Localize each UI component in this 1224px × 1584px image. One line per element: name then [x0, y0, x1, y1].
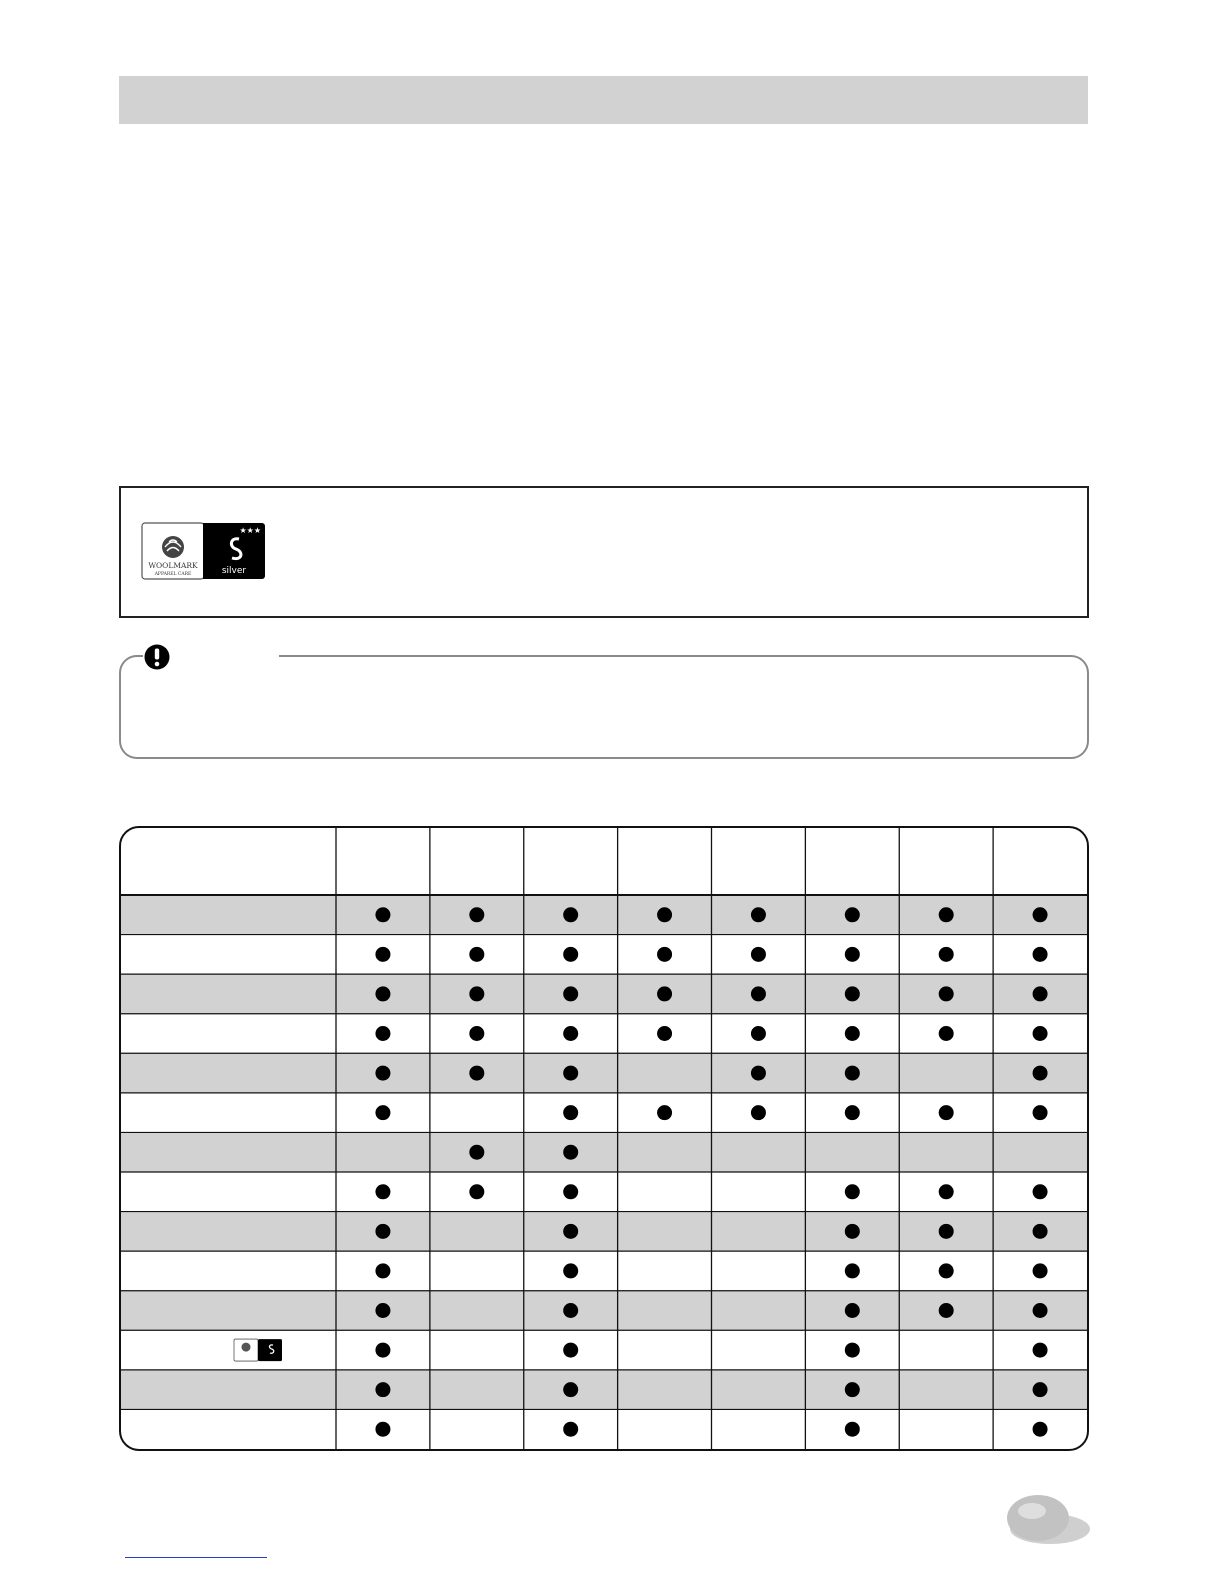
compatibility-dot	[563, 907, 578, 922]
compatibility-dot	[939, 947, 954, 962]
compatibility-dot	[375, 1382, 390, 1397]
compatibility-dot	[845, 1184, 860, 1199]
compatibility-dot	[469, 1026, 484, 1041]
table-grid	[121, 828, 1087, 1449]
compatibility-dot	[657, 986, 672, 1001]
compatibility-dot	[845, 986, 860, 1001]
compatibility-dot	[657, 907, 672, 922]
compatibility-dot	[1033, 947, 1048, 962]
compatibility-dot	[563, 1343, 578, 1358]
compatibility-dot	[751, 907, 766, 922]
compatibility-dot	[375, 1303, 390, 1318]
section-header-bar	[119, 76, 1088, 124]
compatibility-dot	[845, 1263, 860, 1278]
compatibility-dot	[751, 1026, 766, 1041]
compatibility-dot	[563, 1263, 578, 1278]
compatibility-dot	[1033, 1066, 1048, 1081]
compatibility-dot	[751, 1066, 766, 1081]
woolmark-logo	[141, 522, 267, 582]
compatibility-dot	[563, 947, 578, 962]
compatibility-dot	[469, 986, 484, 1001]
compatibility-dot	[1033, 1105, 1048, 1120]
compatibility-dot	[939, 907, 954, 922]
page-number-oval	[1004, 1493, 1094, 1553]
compatibility-dot	[845, 1105, 860, 1120]
woolmark-grade: silver	[221, 566, 247, 576]
compatibility-dot	[563, 1184, 578, 1199]
compatibility-dot	[939, 1105, 954, 1120]
compatibility-dot	[469, 1145, 484, 1160]
woolmark-brand-subtext: APPAREL CARE	[154, 572, 192, 577]
compatibility-dot	[657, 1026, 672, 1041]
compatibility-dot	[845, 1382, 860, 1397]
small-wool-ball-icon	[242, 1343, 251, 1352]
compatibility-dot	[563, 986, 578, 1001]
compatibility-dot	[563, 1422, 578, 1437]
compatibility-dot	[563, 1303, 578, 1318]
compatibility-dot	[845, 1343, 860, 1358]
compatibility-dot	[1033, 1263, 1048, 1278]
compatibility-dot	[845, 947, 860, 962]
compatibility-dot	[939, 1184, 954, 1199]
compatibility-dot	[1033, 1343, 1048, 1358]
compatibility-dot	[563, 1066, 578, 1081]
compatibility-dot	[657, 1105, 672, 1120]
compatibility-dot	[375, 986, 390, 1001]
compatibility-dot	[751, 986, 766, 1001]
compatibility-dot	[563, 1224, 578, 1239]
compatibility-dot	[939, 1263, 954, 1278]
compatibility-dot	[751, 1105, 766, 1120]
woolmark-stars: ★★★	[239, 526, 261, 535]
compatibility-dot	[657, 947, 672, 962]
compatibility-dot	[1033, 1026, 1048, 1041]
compatibility-dot	[469, 1066, 484, 1081]
table-row-shade	[121, 1370, 1087, 1410]
compatibility-dot	[1033, 907, 1048, 922]
compatibility-dot	[939, 1224, 954, 1239]
compatibility-dot	[845, 1026, 860, 1041]
compatibility-dot	[375, 1422, 390, 1437]
compatibility-dot	[375, 1263, 390, 1278]
compatibility-dot	[939, 986, 954, 1001]
compatibility-dot	[845, 907, 860, 922]
compatibility-dot	[375, 907, 390, 922]
compatibility-dot	[563, 1145, 578, 1160]
compatibility-dot	[939, 1303, 954, 1318]
table-row-shade	[121, 1053, 1087, 1093]
compatibility-dot	[1033, 1382, 1048, 1397]
compatibility-dot	[375, 1224, 390, 1239]
compatibility-dot	[1033, 986, 1048, 1001]
compatibility-dot	[845, 1224, 860, 1239]
woolmark-brand-text: WOOLMARK	[148, 561, 198, 570]
compatibility-dot	[1033, 1303, 1048, 1318]
bottom-link-underline[interactable]	[125, 1557, 267, 1558]
compatibility-dot	[375, 1184, 390, 1199]
program-compatibility-table	[119, 826, 1089, 1451]
compatibility-dot	[563, 1382, 578, 1397]
compatibility-dot	[1033, 1422, 1048, 1437]
compatibility-dot	[375, 1026, 390, 1041]
compatibility-dot	[375, 1105, 390, 1120]
compatibility-dot	[1033, 1224, 1048, 1239]
compatibility-dot	[375, 1343, 390, 1358]
compatibility-dot	[845, 1066, 860, 1081]
compatibility-dot	[375, 947, 390, 962]
compatibility-dot	[845, 1303, 860, 1318]
compatibility-dot	[563, 1026, 578, 1041]
caution-box	[119, 655, 1089, 759]
compatibility-dot	[469, 947, 484, 962]
wool-ball-icon	[162, 536, 184, 558]
compatibility-dot	[469, 1184, 484, 1199]
compatibility-dot	[751, 947, 766, 962]
table-row-shade	[121, 1132, 1087, 1172]
compatibility-dot	[375, 1066, 390, 1081]
small-silver-badge	[258, 1339, 282, 1361]
exclamation-icon	[143, 643, 171, 671]
compatibility-dot	[845, 1422, 860, 1437]
woolmark-info-box	[119, 486, 1089, 618]
compatibility-dot	[939, 1026, 954, 1041]
compatibility-dot	[563, 1105, 578, 1120]
compatibility-dot	[1033, 1184, 1048, 1199]
compatibility-dot	[469, 907, 484, 922]
